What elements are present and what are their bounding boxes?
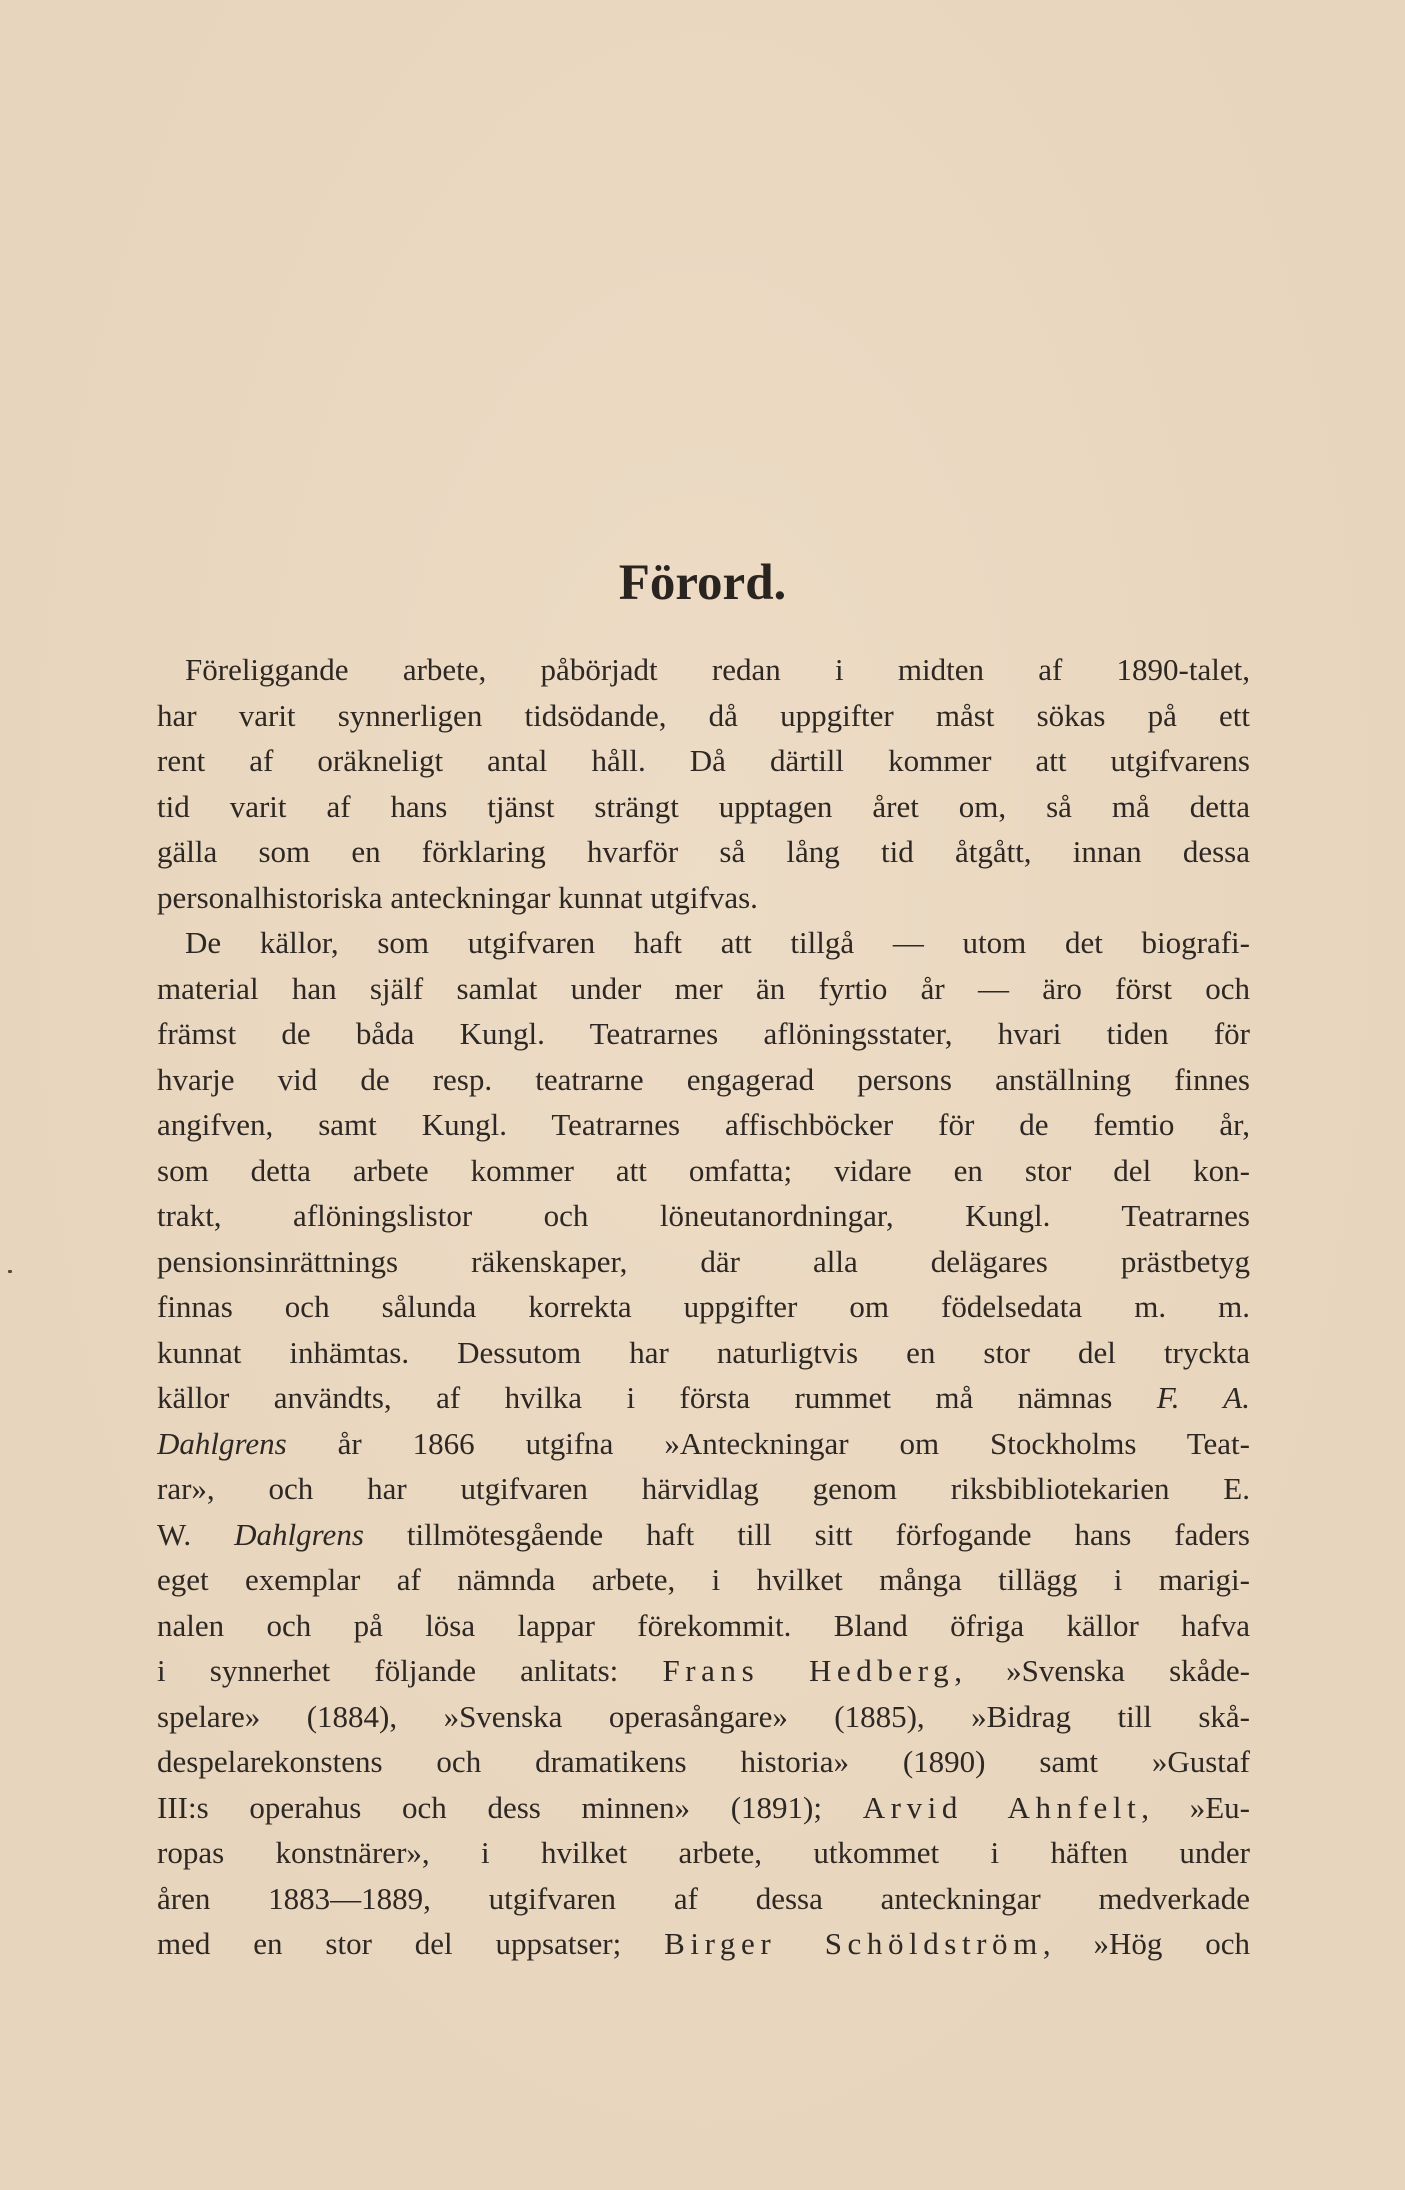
text-line: finnas och sålunda korrekta uppgifter om födelsedata m. m.: [157, 1289, 1250, 1324]
italic-name: Dahlgrens: [234, 1516, 364, 1552]
text-line: hvarje vid de resp. teatrarne engagerad persons anställning finnes: [157, 1061, 1250, 1097]
text-line: har varit synnerligen tidsödande, då uppgifter måst sökas på ett: [157, 697, 1250, 733]
text-line: trakt, aflöningslistor och löneutanordningar, Kungl. Teatrarnes: [157, 1198, 1250, 1233]
text-line: ropas konstnärer», i hvilket arbete, utkommet i häften under: [157, 1835, 1250, 1870]
text-line: angifven, samt Kungl. Teatrarnes affischböcker för de femtio år,: [157, 1107, 1250, 1142]
text-line: De källor, som utgifvaren haft att tillgå — utom det biografi‑: [185, 925, 1250, 960]
page-title: Förord.: [618, 555, 787, 611]
text-line: källor användts, af hvilka i första rummet må nämnas F. A.: [157, 1380, 1250, 1415]
spaced-name: Frans Hedberg: [662, 1653, 955, 1688]
preface-body: [157, 647, 1250, 1967]
spaced-name: Birger Schöldström: [664, 1926, 1043, 1961]
text-line: främst de båda Kungl. Teatrarnes aflöningsstater, hvari tiden för: [157, 1016, 1250, 1051]
text-line: med en stor del uppsatser; Birger Schöldström, »Hög och: [157, 1926, 1250, 1961]
italic-name: F. A.: [1156, 1380, 1250, 1415]
text-line: tid varit af hans tjänst strängt upptagen året om, så må detta: [157, 788, 1250, 824]
text-line: rent af oräkneligt antal håll. Då därtill kommer att utgifvarens: [157, 743, 1250, 778]
text-line: personalhistoriska anteckningar kunnat utgifvas.: [157, 879, 758, 915]
text-line: pensionsinrättnings räkenskaper, där alla delägares prästbetyg: [157, 1243, 1250, 1279]
text-line: spelare» (1884), »Svenska operasångare» (1885), »Bidrag till skå‑: [157, 1698, 1250, 1734]
text-line: åren 1883—1889, utgifvaren af dessa anteckningar medverkade: [157, 1880, 1250, 1916]
margin-mark: [8, 1270, 12, 1273]
text-line: som detta arbete kommer att omfatta; vidare en stor del kon‑: [157, 1152, 1250, 1188]
text-line: rar», och har utgifvaren härvidlag genom riksbibliotekarien E.: [157, 1471, 1250, 1506]
text-line: III:s operahus och dess minnen» (1891); Arvid Ahnfelt, »Eu‑: [157, 1789, 1250, 1825]
text-line: Föreliggande arbete, påbörjadt redan i midten af 1890‑talet,: [185, 652, 1250, 687]
text-line: eget exemplar af nämnda arbete, i hvilket många tillägg i marigi‑: [157, 1562, 1250, 1597]
text-line: nalen och på lösa lappar förekommit. Bland öfriga källor hafva: [157, 1607, 1250, 1643]
text-line: i synnerhet följande anlitats: Frans Hedberg, »Svenska skåde‑: [157, 1653, 1250, 1688]
spaced-name: Arvid Ahnfelt: [862, 1789, 1142, 1825]
text-line: material han själf samlat under mer än fyrtio år — äro först och: [157, 970, 1250, 1006]
italic-name: Dahlgrens: [157, 1425, 287, 1461]
text-line: gälla som en förklaring hvarför så lång tid åtgått, innan dessa: [157, 834, 1250, 869]
text-line: W. Dahlgrens tillmötesgående haft till sitt förfogande hans faders: [157, 1516, 1250, 1552]
text-line: Dahlgrens år 1866 utgifna »Anteckningar om Stockholms Teat‑: [157, 1425, 1250, 1461]
text-line: kunnat inhämtas. Dessutom har naturligtvis en stor del tryckta: [157, 1334, 1250, 1370]
text-line: despelarekonstens och dramatikens historia» (1890) samt »Gustaf: [157, 1744, 1250, 1779]
